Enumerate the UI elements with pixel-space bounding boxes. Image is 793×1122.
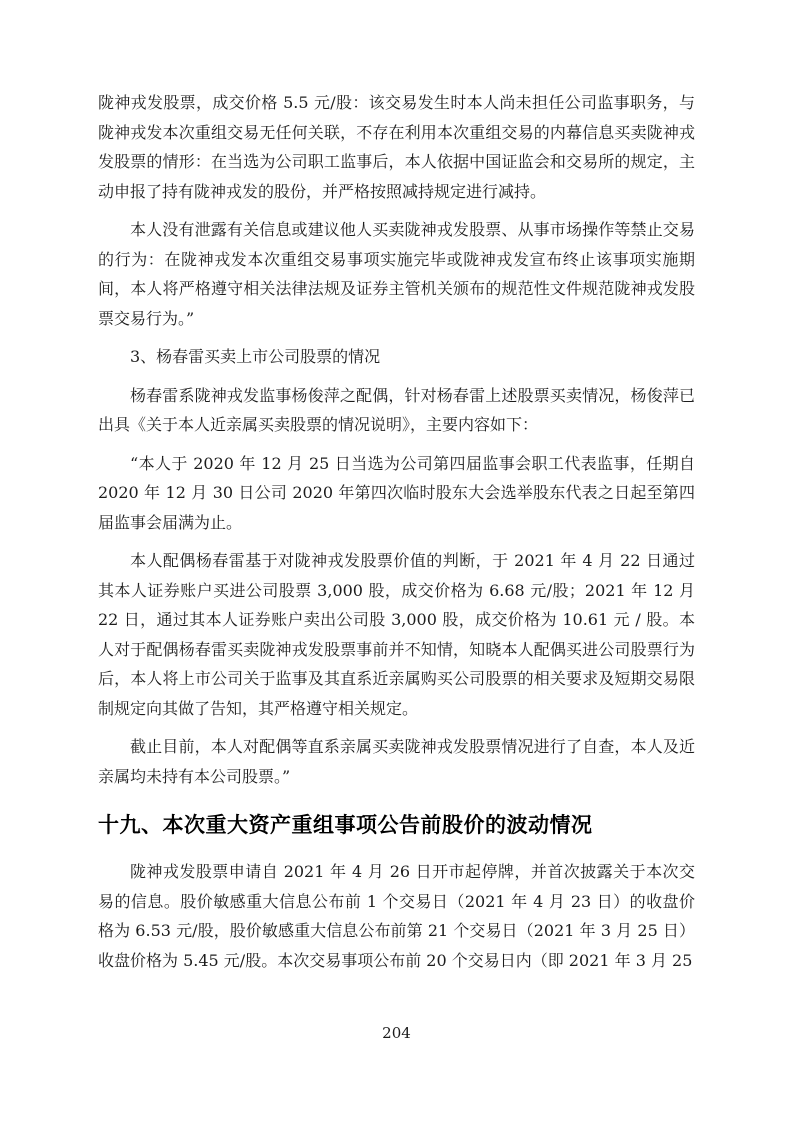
body-paragraph: 杨春雷系陇神戎发监事杨俊萍之配偶，针对杨春雷上述股票买卖情况，杨俊萍已出具《关于本人近亲属买卖股票的情况说明》，主要内容如下：: [98, 385, 695, 434]
section-heading: 十九、本次重大资产重组事项公告前股价的波动情况: [98, 814, 593, 837]
body-paragraph: 本人配偶杨春雷基于对陇神戎发股票价值的判断，于 2021 年 4 月 22 日通过其本人证券账户买进公司股票 3,000 股，成交价格为 6.68 元/股；2021 年 12 月 22 日，通过其本人证券账户卖出公司股 3,000 股，成交价格为 10.61 元 / 股。本人对于配偶杨春雷买卖陇神戎发股票事前并不知情，知晓本人配偶买进公司股票行为后，本人将上市公司关于监事及其直系近亲属购买公司股票的相关要求及短期交易限制规定向其做了告知，其严格遵守相关规定。: [98, 551, 695, 718]
body-paragraph-quote-end: 截止目前，本人对配偶等直系亲属买卖陇神戎发股票情况进行了自查，本人及近亲属均未持有本公司股票。”: [98, 737, 695, 786]
body-paragraph: 本人没有泄露有关信息或建议他人买卖陇神戎发股票、从事市场操作等禁止交易的行为：在陇神戎发本次重组交易事项实施完毕或陇神戎发宣布终止该事项实施期间，本人将严格遵守相关法律法规及证券主管机关颁布的规范性文件规范陇神戎发股票交易行为。”: [98, 220, 695, 328]
list-item-heading: 3、杨春雷买卖上市公司股票的情况: [130, 347, 381, 366]
page-number: 204: [382, 1024, 411, 1042]
document-body: [98, 88, 695, 984]
body-paragraph-quote-start: “本人于 2020 年 12 月 25 日当选为公司第四届监事会职工代表监事，任期自 2020 年 12 月 30 日公司 2020 年第四次临时股东大会选举股东代表之日起至第四届监事会届满为止。: [98, 453, 695, 532]
body-paragraph-continuation: 陇神戎发股票，成交价格 5.5 元/股：该交易发生时本人尚未担任公司监事职务，与陇神戎发本次重组交易无任何关联，不存在利用本次重组交易的内幕信息买卖陇神戎发股票的情形：在当选为公司职工监事后，本人依据中国证监会和交易所的规定，主动申报了持有陇神戎发的股份，并严格按照减持规定进行减持。: [98, 93, 695, 201]
body-paragraph: 陇神戎发股票申请自 2021 年 4 月 26 日开市起停牌，并首次披露关于本次交易的信息。股价敏感重大信息公布前 1 个交易日（2021 年 4 月 23 日）的收盘价格为 6.53 元/股，股价敏感重大信息公布前第 21 个交易日（2021 年 3 月 25 日）收盘价格为 5.45 元/股。本次交易事项公布前 20 个交易日内（即 2021 年 3 月 25: [98, 862, 695, 970]
